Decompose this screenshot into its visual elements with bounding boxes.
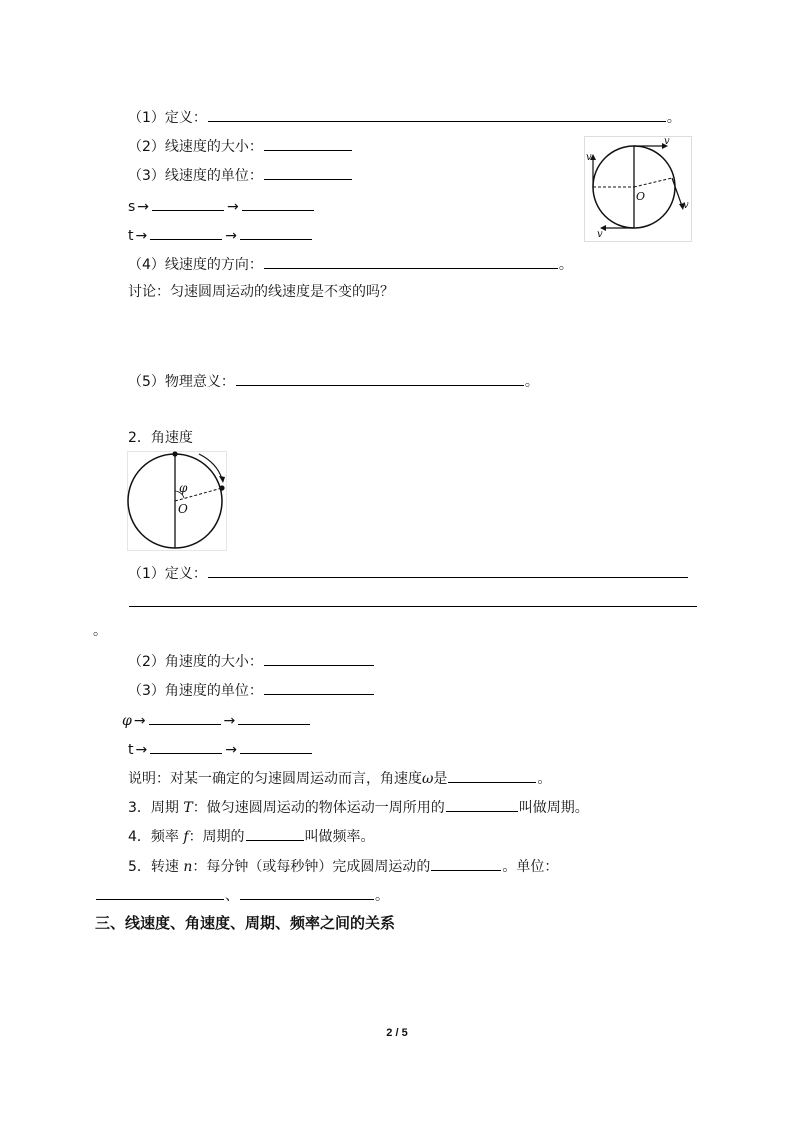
s-row (128, 196, 315, 216)
note-line (128, 768, 551, 788)
right-arrow-icon: → (133, 713, 146, 729)
right-arrow-icon: → (223, 713, 236, 729)
speed-blank[interactable] (431, 856, 501, 871)
item5-label: （5）物理意义： (128, 374, 235, 390)
t-label: t (128, 228, 134, 244)
angular-t-blank-2[interactable] (240, 739, 312, 754)
period-end: 叫做周期。 (518, 800, 589, 816)
speed-end: 。单位： (502, 859, 559, 875)
angle-circle-figure (127, 451, 227, 551)
meaning-blank[interactable] (236, 371, 524, 386)
start-point (172, 451, 177, 456)
discussion: 讨论：匀速圆周运动的线速度是不变的吗？ (128, 284, 394, 300)
phi-label: φ (179, 481, 188, 495)
note-blank[interactable] (448, 768, 536, 783)
item4-line (128, 254, 573, 274)
item5-end: 。 (524, 374, 539, 390)
v-label-right: v (683, 200, 689, 211)
unit-sep: 、 (225, 888, 239, 904)
right-arrow-icon: → (225, 742, 237, 758)
angular-item2-line (128, 651, 375, 671)
speed-symbol: n (183, 859, 193, 875)
phi-prefix: φ (122, 713, 132, 729)
angular-title: 2．角速度 (128, 430, 193, 446)
frequency-symbol: f (183, 829, 189, 845)
right-arrow-icon: → (225, 228, 237, 244)
angular-item1-label: （1）定义： (128, 566, 207, 582)
unit-blank-1[interactable] (96, 885, 224, 900)
section-heading: 三、线速度、角速度、周期、频率之间的关系 (95, 914, 396, 932)
item1-end: 。 (666, 110, 681, 126)
center-o-label: O (178, 502, 188, 516)
phi-blank-1[interactable] (149, 710, 221, 725)
note-end: 。 (537, 771, 552, 787)
s-blank-2[interactable] (242, 196, 314, 211)
right-arrow-icon: → (135, 228, 148, 244)
s-blank-1[interactable] (152, 196, 224, 211)
unit-end: 。 (375, 888, 389, 904)
period-line (128, 797, 589, 817)
right-arrow-icon: → (227, 199, 239, 215)
period-symbol: T (183, 800, 193, 816)
direction-blank[interactable] (264, 254, 558, 269)
frequency-text: ：周期的 (188, 829, 245, 845)
angular-item3-label: （3）角速度的单位： (128, 683, 263, 699)
item2-label: （2）线速度的大小： (128, 139, 263, 155)
angular-unit-blank[interactable] (264, 680, 374, 695)
end-point (219, 485, 224, 490)
item4-end: 。 (558, 257, 573, 273)
t-blank-2[interactable] (240, 225, 312, 240)
page-number: 2 / 5 (386, 1027, 408, 1039)
item4-label: （4）线速度的方向： (128, 257, 263, 273)
angular-t-row (128, 739, 313, 759)
phi-blank-2[interactable] (238, 710, 310, 725)
velocity-circle-figure (584, 136, 692, 242)
t-blank-1[interactable] (150, 225, 222, 240)
angular-item2-label: （2）角速度的大小： (128, 654, 263, 670)
omega-symbol: ω (422, 771, 434, 787)
unit-blank-2[interactable] (240, 885, 374, 900)
right-arrow-icon: → (135, 742, 148, 758)
frequency-line (128, 826, 375, 846)
angular-definition-blank-2[interactable] (129, 592, 697, 607)
frequency-end: 叫做频率。 (304, 829, 375, 845)
center-o-label: O (636, 190, 646, 203)
t-label: t (128, 742, 134, 758)
angular-item3-line (128, 680, 375, 700)
angular-item1-cont (128, 592, 698, 612)
note-mid: 是 (433, 771, 448, 787)
item5-line (128, 371, 539, 391)
period-blank[interactable] (446, 797, 518, 812)
v-label-left: v (586, 152, 592, 163)
angular-item1-end: 。 (93, 623, 107, 639)
item1-label: （1）定义： (128, 110, 207, 126)
v-label-bottom: v (597, 229, 603, 240)
speed-unit-blank[interactable] (264, 165, 352, 180)
frequency-pre: 4．频率 (128, 829, 179, 845)
right-arrow-icon: → (137, 199, 150, 215)
definition-blank[interactable] (208, 107, 666, 122)
note-text: 说明：对某一确定的匀速圆周运动而言，角速度 (128, 771, 422, 787)
angular-definition-blank-1[interactable] (208, 563, 688, 578)
s-label: s (128, 199, 136, 215)
angular-t-blank-1[interactable] (150, 739, 222, 754)
period-text: ：做匀速圆周运动的物体运动一周所用的 (192, 800, 445, 816)
angular-item1-line (128, 563, 689, 583)
t-row (128, 225, 313, 245)
frequency-blank[interactable] (246, 826, 304, 841)
phi-row (122, 710, 311, 730)
v-label-top: v (664, 136, 670, 147)
speed-size-blank[interactable] (264, 136, 352, 151)
speed-line (128, 856, 558, 876)
item1-line (128, 107, 681, 127)
speed-text: ：每分钟（或每秒钟）完成圆周运动的 (192, 859, 431, 875)
angular-size-blank[interactable] (264, 651, 374, 666)
item3-label: （3）线速度的单位： (128, 168, 263, 184)
unit-line (95, 885, 389, 905)
period-pre: 3．周期 (128, 800, 179, 816)
item3-line (128, 165, 353, 185)
speed-pre: 5．转速 (128, 859, 179, 875)
item2-line (128, 136, 353, 156)
